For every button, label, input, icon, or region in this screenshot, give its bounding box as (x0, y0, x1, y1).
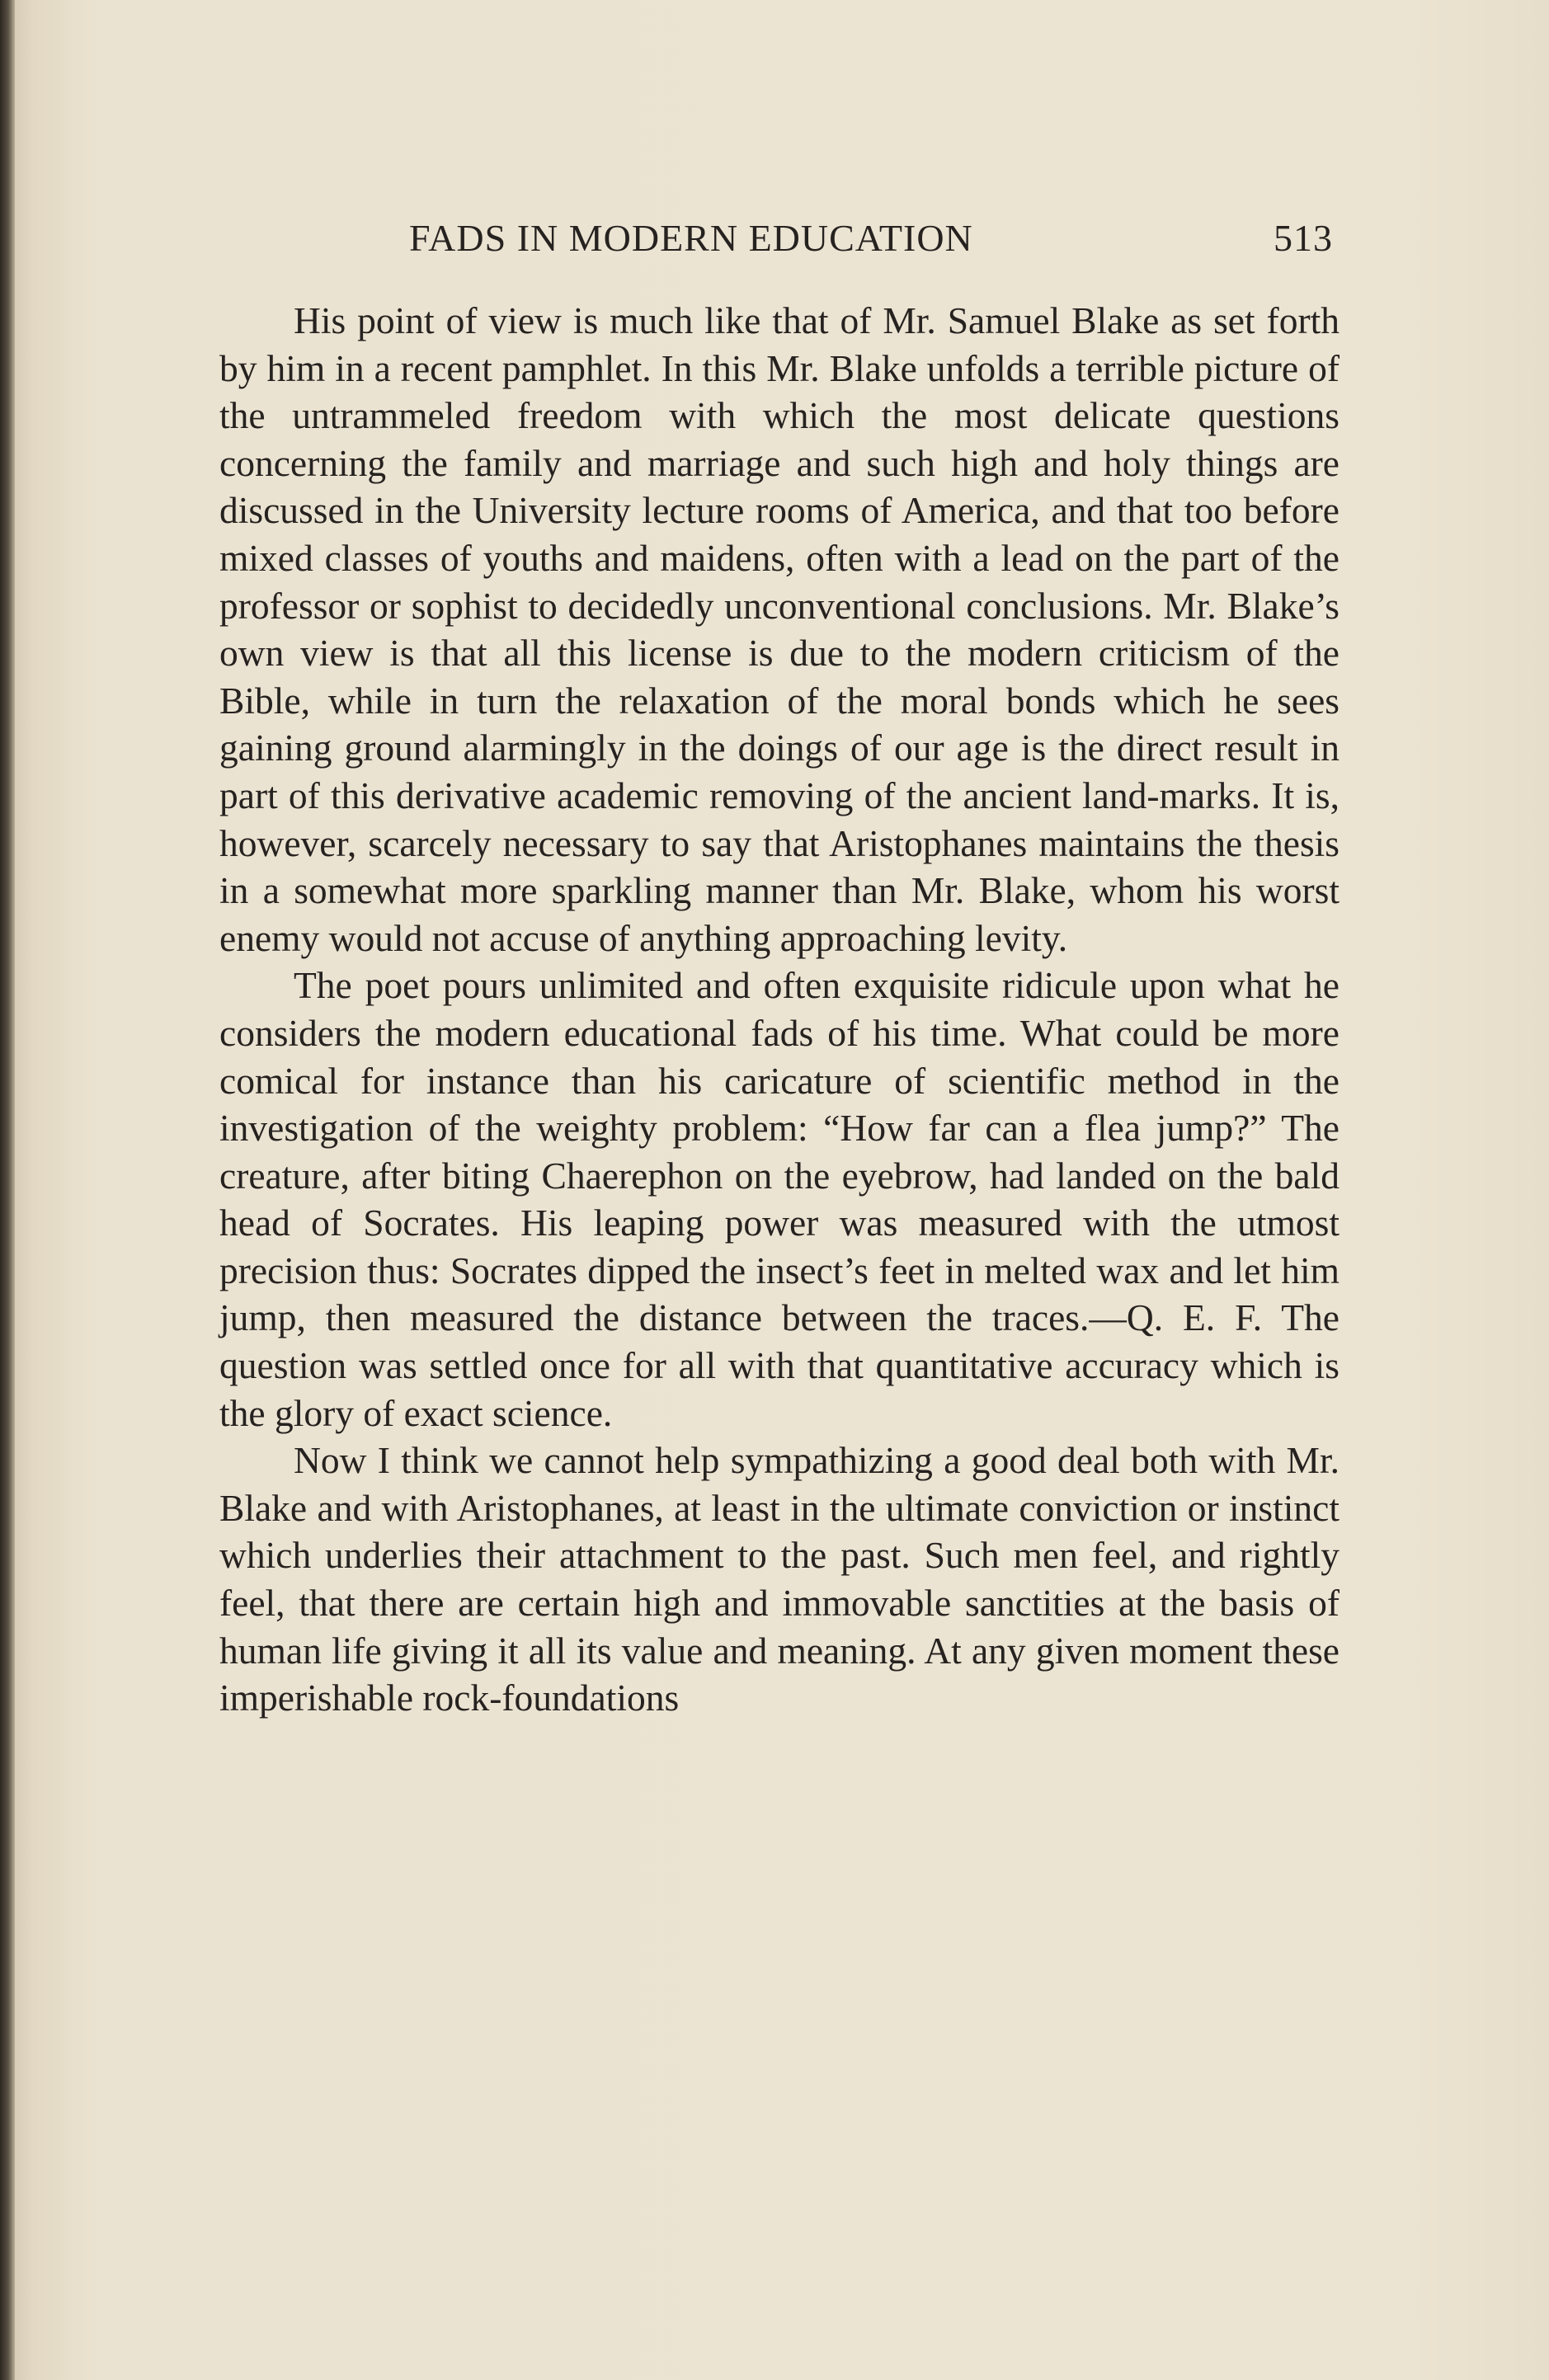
paragraph-3: Now I think we cannot help sympathizing a good deal both with Mr. Blake and with Aristophanes, at least in the ultimate conviction or instinct which underlies their attachment to the past. Such men feel, and rightly feel, that there are certain high and immovable sanctities at the basis of human life giving it all its value and meaning. At any given moment these imperishable rock-foundations (219, 1439, 1339, 1719)
running-title: FADS IN MODERN EDUCATION (409, 217, 973, 259)
running-header (409, 216, 1333, 267)
paragraph-2: The poet pours unlimited and often exquisite ridicule upon what he considers the modern educational fads of his time. What could be more comical for instance than his caricature of scientific method in the investigation of the weighty problem: “How far can a flea jump?” The creature, after biting Chaerephon on the eyebrow, had landed on the bald head of Socrates. His leaping power was measured with the utmost precision thus: Socrates dipped the insect’s feet in melted wax and let him jump, then measured the distance between the traces.—Q. E. F. The question was settled once for all with that quantitative accuracy which is the glory of exact science. (219, 964, 1339, 1434)
book-spine-shadow (0, 0, 15, 2380)
page-number: 513 (1274, 217, 1333, 259)
paragraph-1: His point of view is much like that of Mr. Samuel Blake as set forth by him in a recent pamphlet. In this Mr. Blake unfolds a terrible picture of the untrammeled freedom with which the most delicate questions concerning the family and marriage and such high and holy things are discussed in the University lecture rooms of America, and that too before mixed classes of youths and maidens, often with a lead on the part of the professor or sophist to decidedly unconventional conclusions. Mr. Blake’s own view is that all this license is due to the modern criticism of the Bible, while in turn the relaxation of the moral bonds which he sees gaining ground alarmingly in the doings of our age is the direct result in part of this derivative academic removing of the ancient land-marks. It is, however, scarcely necessary to say that Aristophanes maintains the thesis in a somewhat more sparkling manner than Mr. Blake, whom his worst enemy would not accuse of anything approaching levity. (219, 299, 1339, 959)
body-text (219, 297, 1339, 1722)
